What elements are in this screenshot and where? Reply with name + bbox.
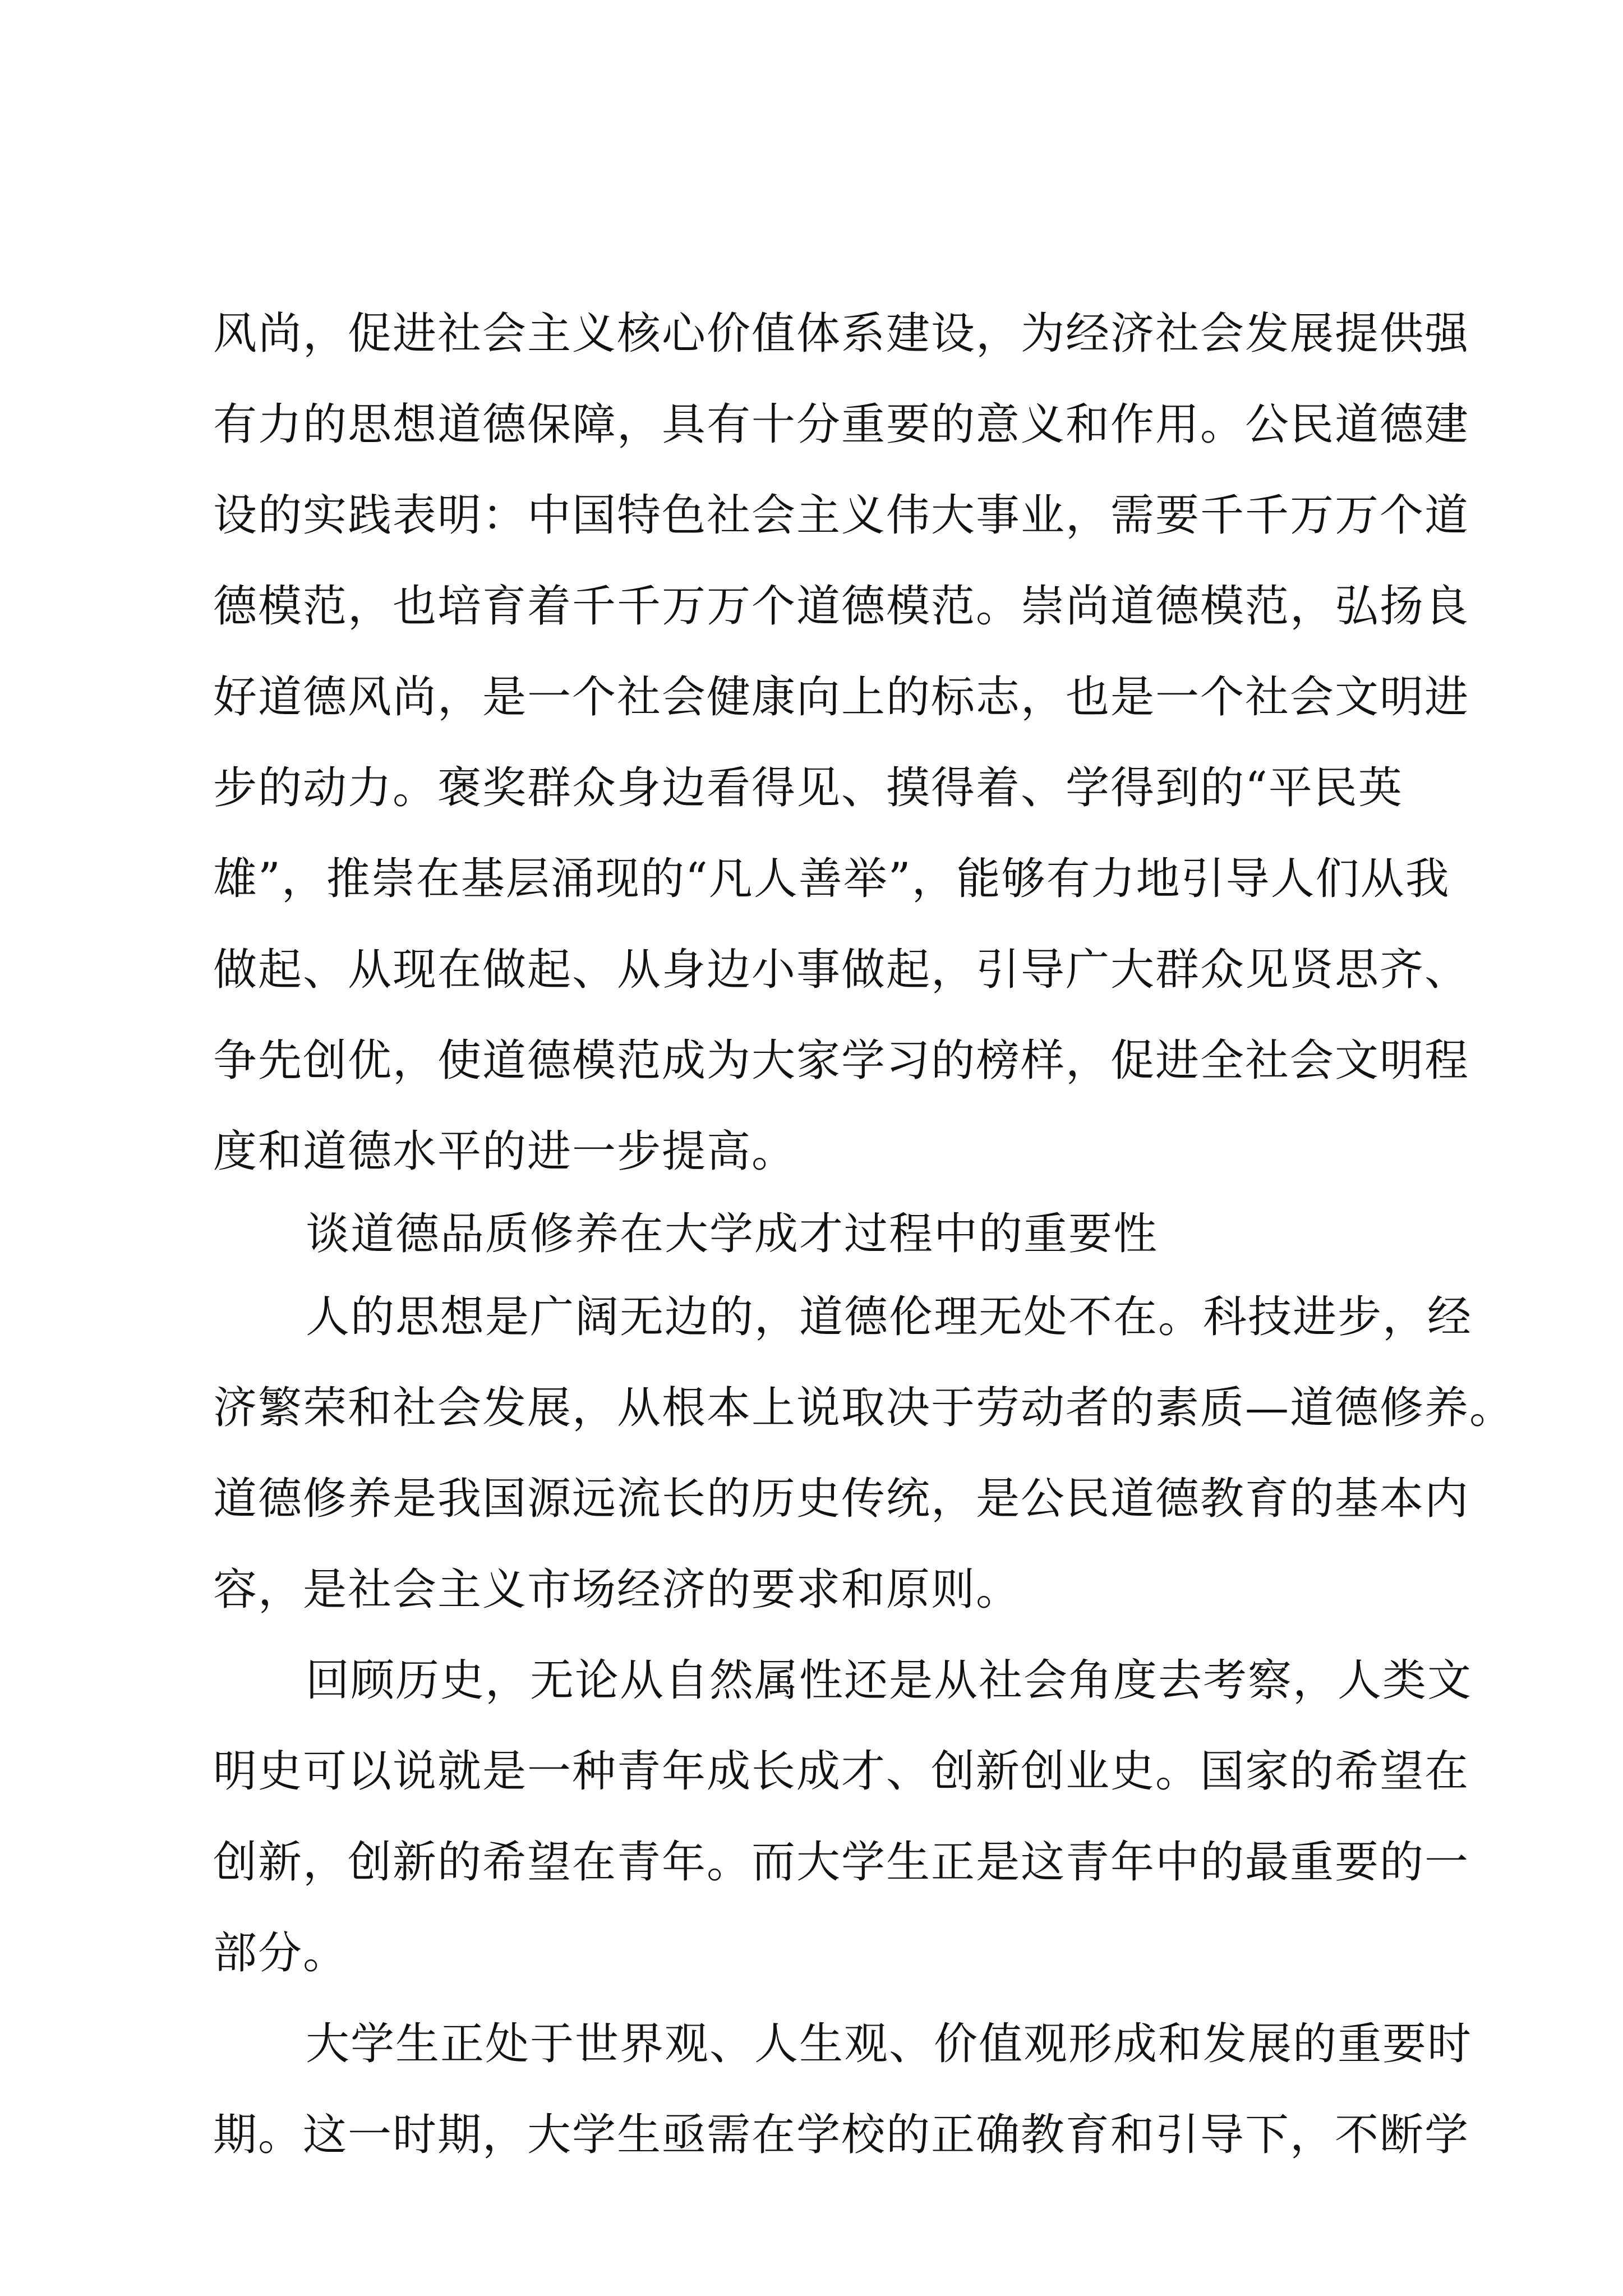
paragraph-line: 明史可以说就是一种青年成长成才、创新创业史。国家的希望在 [213, 1746, 1470, 1797]
paragraph-line: 好道德风尚，是一个社会健康向上的标志，也是一个社会文明进 [213, 672, 1470, 723]
paragraph-line: 道德修养是我国源远流长的历史传统，是公民道德教育的基本内 [213, 1474, 1470, 1524]
paragraph-line: 回顾历史，无论从自然属性还是从社会角度去考察，人类文 [306, 1655, 1473, 1706]
paragraph-line: 有力的思想道德保障，具有十分重要的意义和作用。公民道德建 [213, 399, 1470, 450]
paragraph-line: 济繁荣和社会发展，从根本上说取决于劳动者的素质—道德修养。 [213, 1383, 1515, 1433]
paragraph-line: 设的实践表明：中国特色社会主义伟大事业，需要千千万万个道 [213, 490, 1470, 541]
paragraph-line: 雄”，推崇在基层涌现的“凡人善举”，能够有力地引导人们从我 [213, 854, 1450, 904]
paragraph-line: 期。这一时期，大学生亟需在学校的正确教育和引导下，不断学 [213, 2110, 1470, 2160]
paragraph-line: 大学生正处于世界观、人生观、价值观形成和发展的重要时 [306, 2019, 1473, 2069]
paragraph-line: 创新，创新的希望在青年。而大学生正是这青年中的最重要的一 [213, 1837, 1470, 1888]
paragraph-line: 部分。 [213, 1928, 348, 1978]
paragraph-line: 风尚，促进社会主义核心价值体系建设，为经济社会发展提供强 [213, 309, 1470, 359]
paragraph-line: 度和道德水平的进一步提高。 [213, 1126, 797, 1177]
paragraph-line: 做起、从现在做起、从身边小事做起，引导广大群众见贤思齐、 [213, 945, 1470, 995]
section-title: 谈道德品质修养在大学成才过程中的重要性 [306, 1209, 1159, 1259]
paragraph-line: 争先创优，使道德模范成为大家学习的榜样，促进全社会文明程 [213, 1036, 1470, 1086]
paragraph-line: 德模范，也培育着千千万万个道德模范。崇尚道德模范，弘扬良 [213, 581, 1470, 632]
paragraph-line: 容，是社会主义市场经济的要求和原则。 [213, 1565, 1021, 1615]
paragraph-line: 人的思想是广阔无边的，道德伦理无处不在。科技进步，经 [306, 1292, 1473, 1342]
paragraph-line: 步的动力。褒奖群众身边看得见、摸得着、学得到的“平民英 [213, 763, 1403, 813]
